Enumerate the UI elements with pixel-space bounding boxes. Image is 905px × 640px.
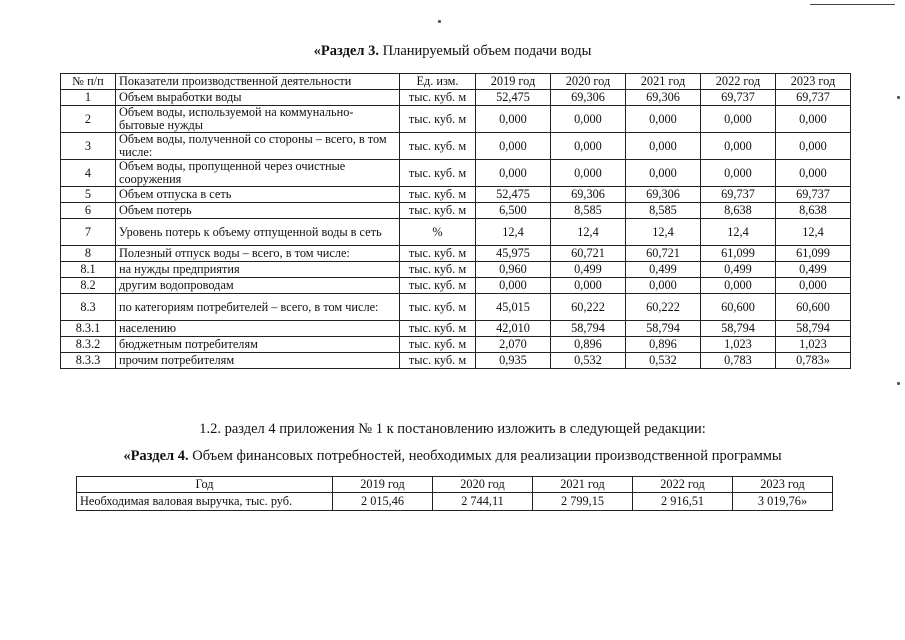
column-header: 2019 год: [476, 74, 551, 90]
value-cell: 8,638: [701, 203, 776, 219]
value-cell: 0,499: [626, 262, 701, 278]
value-cell: 0,000: [476, 133, 551, 160]
value-cell: 58,794: [551, 321, 626, 337]
value-cell: 0,000: [551, 133, 626, 160]
row-number: 4: [61, 160, 116, 187]
column-header: 2022 год: [633, 477, 733, 493]
indicator-name: Объем потерь: [116, 203, 400, 219]
value-cell: 0,000: [776, 133, 851, 160]
column-header: 2023 год: [776, 74, 851, 90]
indicator-name: по категориям потребителей – всего, в том числе:: [116, 294, 400, 321]
row-number: 8.3.1: [61, 321, 116, 337]
water-supply-table: [60, 73, 851, 369]
value-cell: 69,306: [626, 90, 701, 106]
table-row: [61, 246, 851, 262]
column-header: 2020 год: [433, 477, 533, 493]
section3-title: [0, 42, 905, 60]
table-row: [61, 219, 851, 246]
column-header: № п/п: [61, 74, 116, 90]
indicator-name: Объем воды, пропущенной через очистные сооружения: [116, 160, 400, 187]
row-number: 5: [61, 187, 116, 203]
value-cell: 0,935: [476, 353, 551, 369]
table-row: [61, 133, 851, 160]
value-cell: 0,000: [701, 160, 776, 187]
financial-needs-table: [76, 476, 833, 511]
indicator-name: бюджетным потребителям: [116, 337, 400, 353]
unit-cell: тыс. куб. м: [400, 160, 476, 187]
value-cell: 0,532: [626, 353, 701, 369]
value-cell: 0,960: [476, 262, 551, 278]
indicator-name: Объем выработки воды: [116, 90, 400, 106]
value-cell: 0,000: [701, 133, 776, 160]
value-cell: 69,306: [626, 187, 701, 203]
scan-speck: [897, 382, 900, 385]
value-cell: 61,099: [701, 246, 776, 262]
section4-title: [0, 447, 905, 465]
value-cell: 1,023: [701, 337, 776, 353]
section4-title-rest: Объем финансовых потребностей, необходимых для реализации производственной программы: [188, 448, 782, 464]
row-number: 2: [61, 106, 116, 133]
unit-cell: тыс. куб. м: [400, 203, 476, 219]
table-row: [61, 353, 851, 369]
value-cell: 45,975: [476, 246, 551, 262]
value-cell: 0,499: [701, 262, 776, 278]
value-cell: 8,585: [551, 203, 626, 219]
value-cell: 0,000: [476, 106, 551, 133]
table-row: [61, 321, 851, 337]
table-row: [61, 337, 851, 353]
value-cell: 0,000: [626, 160, 701, 187]
value-cell: 0,499: [776, 262, 851, 278]
value-cell: 12,4: [551, 219, 626, 246]
value-cell: 0,000: [476, 160, 551, 187]
column-header: 2021 год: [533, 477, 633, 493]
value-cell: 0,000: [626, 278, 701, 294]
table-row: [61, 294, 851, 321]
column-header: 2022 год: [701, 74, 776, 90]
page-top-rule: [810, 4, 895, 5]
value-cell: 0,000: [776, 278, 851, 294]
value-cell: 6,500: [476, 203, 551, 219]
value-cell: 12,4: [476, 219, 551, 246]
table-row: [61, 106, 851, 133]
value-cell: 58,794: [776, 321, 851, 337]
indicator-name: другим водопроводам: [116, 278, 400, 294]
value-cell: 69,737: [776, 90, 851, 106]
section4-title-bold: «Раздел 4.: [123, 448, 189, 464]
value-cell: 52,475: [476, 187, 551, 203]
value-cell: 2 799,15: [533, 493, 633, 511]
value-cell: 2 744,11: [433, 493, 533, 511]
value-cell: 0,000: [551, 278, 626, 294]
column-header: 2021 год: [626, 74, 701, 90]
value-cell: 12,4: [701, 219, 776, 246]
unit-cell: тыс. куб. м: [400, 90, 476, 106]
table-row: [61, 278, 851, 294]
value-cell: 0,000: [551, 106, 626, 133]
indicator-name: Необходимая валовая выручка, тыс. руб.: [77, 493, 333, 511]
amendment-paragraph: 1.2. раздел 4 приложения № 1 к постановлению изложить в следующей редакции:: [199, 421, 706, 437]
value-cell: 61,099: [776, 246, 851, 262]
table-header-row: [77, 477, 833, 493]
table-row: [61, 262, 851, 278]
value-cell: 58,794: [701, 321, 776, 337]
row-number: 8.3.3: [61, 353, 116, 369]
value-cell: 2,070: [476, 337, 551, 353]
scan-speck: [897, 96, 900, 99]
value-cell: 3 019,76»: [733, 493, 833, 511]
value-cell: 0,000: [701, 106, 776, 133]
column-header: 2019 год: [333, 477, 433, 493]
value-cell: 8,638: [776, 203, 851, 219]
table-row: [77, 493, 833, 511]
section3-title-bold: «Раздел 3.: [313, 43, 379, 59]
unit-cell: тыс. куб. м: [400, 246, 476, 262]
unit-cell: тыс. куб. м: [400, 294, 476, 321]
unit-cell: тыс. куб. м: [400, 278, 476, 294]
unit-cell: тыс. куб. м: [400, 187, 476, 203]
unit-cell: тыс. куб. м: [400, 262, 476, 278]
value-cell: 52,475: [476, 90, 551, 106]
row-number: 8.3.2: [61, 337, 116, 353]
value-cell: 0,783: [701, 353, 776, 369]
unit-cell: тыс. куб. м: [400, 321, 476, 337]
column-header: 2020 год: [551, 74, 626, 90]
indicator-name: населению: [116, 321, 400, 337]
value-cell: 0,000: [626, 133, 701, 160]
value-cell: 69,306: [551, 187, 626, 203]
table-row: [61, 187, 851, 203]
value-cell: 69,306: [551, 90, 626, 106]
row-number: 8.3: [61, 294, 116, 321]
value-cell: 0,000: [476, 278, 551, 294]
column-header: Год: [77, 477, 333, 493]
indicator-name: Полезный отпуск воды – всего, в том числе:: [116, 246, 400, 262]
table-row: [61, 203, 851, 219]
unit-cell: тыс. куб. м: [400, 106, 476, 133]
value-cell: 69,737: [776, 187, 851, 203]
value-cell: 8,585: [626, 203, 701, 219]
value-cell: 60,222: [626, 294, 701, 321]
row-number: 8.1: [61, 262, 116, 278]
value-cell: 60,222: [551, 294, 626, 321]
value-cell: 0,532: [551, 353, 626, 369]
unit-cell: тыс. куб. м: [400, 133, 476, 160]
value-cell: 2 015,46: [333, 493, 433, 511]
row-number: 6: [61, 203, 116, 219]
value-cell: 60,721: [551, 246, 626, 262]
value-cell: 69,737: [701, 90, 776, 106]
column-header: Показатели производственной деятельности: [116, 74, 400, 90]
indicator-name: Объем отпуска в сеть: [116, 187, 400, 203]
row-number: 8.2: [61, 278, 116, 294]
value-cell: 0,499: [551, 262, 626, 278]
value-cell: 45,015: [476, 294, 551, 321]
row-number: 3: [61, 133, 116, 160]
value-cell: 60,721: [626, 246, 701, 262]
row-number: 8: [61, 246, 116, 262]
indicator-name: Объем воды, используемой на коммунально-бытовые нужды: [116, 106, 400, 133]
value-cell: 0,000: [701, 278, 776, 294]
value-cell: 0,896: [551, 337, 626, 353]
indicator-name: прочим потребителям: [116, 353, 400, 369]
table-header-row: [61, 74, 851, 90]
column-header: Ед. изм.: [400, 74, 476, 90]
value-cell: 0,000: [776, 160, 851, 187]
row-number: 7: [61, 219, 116, 246]
column-header: 2023 год: [733, 477, 833, 493]
indicator-name: на нужды предприятия: [116, 262, 400, 278]
value-cell: 0,000: [776, 106, 851, 133]
value-cell: 12,4: [776, 219, 851, 246]
value-cell: 60,600: [776, 294, 851, 321]
table-row: [61, 90, 851, 106]
value-cell: 58,794: [626, 321, 701, 337]
value-cell: 60,600: [701, 294, 776, 321]
unit-cell: %: [400, 219, 476, 246]
indicator-name: Уровень потерь к объему отпущенной воды в сеть: [116, 219, 400, 246]
value-cell: 2 916,51: [633, 493, 733, 511]
value-cell: 0,783»: [776, 353, 851, 369]
unit-cell: тыс. куб. м: [400, 353, 476, 369]
value-cell: 0,000: [551, 160, 626, 187]
scan-speck: [438, 20, 441, 23]
value-cell: 0,896: [626, 337, 701, 353]
value-cell: 69,737: [701, 187, 776, 203]
row-number: 1: [61, 90, 116, 106]
unit-cell: тыс. куб. м: [400, 337, 476, 353]
section3-title-rest: Планируемый объем подачи воды: [378, 43, 592, 59]
value-cell: 0,000: [626, 106, 701, 133]
value-cell: 12,4: [626, 219, 701, 246]
table-row: [61, 160, 851, 187]
value-cell: 42,010: [476, 321, 551, 337]
value-cell: 1,023: [776, 337, 851, 353]
indicator-name: Объем воды, полученной со стороны – всего, в том числе:: [116, 133, 400, 160]
